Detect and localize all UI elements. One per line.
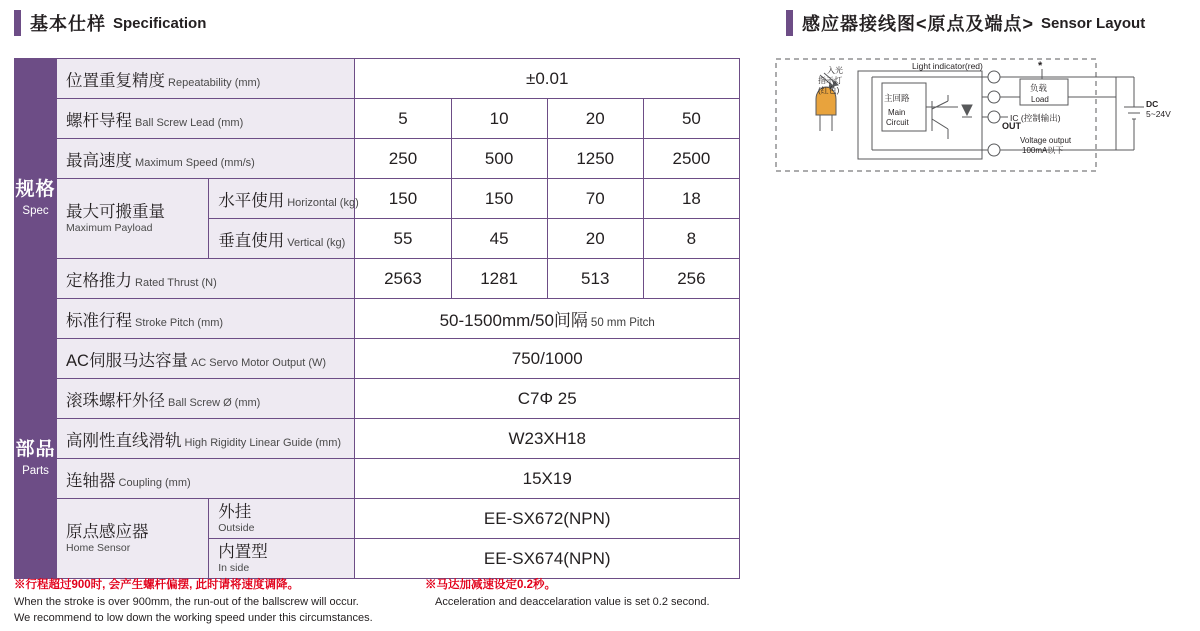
row-value-repeatability: ±0.01 [355,59,740,99]
row-label-payload-horizontal-cn: 水平使用 [218,191,285,210]
row-label-stroke-pitch-cn: 标准行程 [66,311,133,330]
table-row [15,299,740,339]
row-value-rated-thrust-1: 2563 [355,259,451,299]
light-indicator-en: Light indicator(red) [912,61,983,71]
row-label-home-sensor-outside-cn: 外挂 [218,502,252,521]
dc-label: DC [1146,99,1159,109]
row-label-ball-screw-dia-cn: 滚珠螺杆外径 [66,391,166,410]
footnote-right [425,577,755,611]
row-value-payload-vertical-4: 8 [643,219,739,259]
side-header-parts [15,339,57,579]
sensor-header-accent-bar [786,10,793,36]
side-header-parts-cn: 部品 [15,438,56,460]
row-label-stroke-pitch-en: Stroke Pitch (mm) [135,316,224,329]
row-label-repeatability-en: Repeatability (mm) [168,76,261,89]
footnote-left [14,577,414,627]
footnote-left-warning: ※行程超过900时, 会产生螺杆偏摆, 此时请将速度调降。 [14,579,299,591]
row-label-max-speed-cn: 最高速度 [66,151,133,170]
row-label-home-sensor-en: Home Sensor [66,541,131,554]
table-row [15,459,740,499]
row-label-max-speed-en: Maximum Speed (mm/s) [135,156,255,169]
side-header-parts-en: Parts [22,465,49,478]
row-label-payload-horizontal [209,179,359,219]
row-label-ball-screw-dia [57,379,355,419]
row-label-motor-output-en: AC Servo Motor Output (W) [190,356,327,369]
row-value-home-sensor-inside: EE-SX674(NPN) [355,539,740,579]
row-value-stroke-pitch-sub: 50 mm Pitch [590,317,655,329]
row-value-motor-output: 750/1000 [355,339,740,379]
row-label-payload-horizontal-en: Horizontal (kg) [287,196,359,209]
row-value-linear-guide: W23XH18 [355,419,740,459]
row-label-coupling [57,459,355,499]
row-label-home-sensor-inside-cn: 内置型 [218,542,268,561]
row-value-payload-vertical-2: 45 [451,219,547,259]
row-label-coupling-cn: 连轴器 [66,471,116,490]
table-row [15,59,740,99]
row-value-max-speed-2: 500 [451,139,547,179]
row-value-rated-thrust-4: 256 [643,259,739,299]
ic-output-label: IC (控制输出) [1010,113,1061,123]
row-label-ball-screw-lead [57,99,355,139]
row-value-ball-screw-dia: C7Φ 25 [355,379,740,419]
table-row [15,259,740,299]
row-label-payload-vertical-cn: 垂直使用 [218,231,285,250]
row-label-linear-guide [57,419,355,459]
footnote-right-line1: Acceleration and deaccelaration value is set 0.2 second. [435,595,710,608]
side-header-spec-cn: 规格 [15,178,56,200]
side-header-spec [15,59,57,339]
row-value-ball-screw-lead-3: 20 [547,99,643,139]
sensor-wiring-diagram [772,55,1188,177]
row-label-payload-vertical [209,219,355,259]
table-row [15,99,740,139]
row-label-max-speed [57,139,355,179]
row-label-motor-output [57,339,355,379]
row-label-max-payload [57,179,209,259]
row-value-ball-screw-lead-1: 5 [355,99,451,139]
row-label-rated-thrust [57,259,355,299]
row-label-home-sensor-cn: 原点感应器 [66,522,149,541]
row-label-repeatability-cn: 位置重复精度 [66,71,166,90]
row-label-stroke-pitch [57,299,355,339]
terminal-out-label: OUT [1002,121,1021,131]
row-value-payload-vertical-3: 20 [547,219,643,259]
row-value-payload-horizontal-4: 18 [643,179,739,219]
load-cn: 负载 [1030,83,1048,93]
row-label-coupling-en: Coupling (mm) [118,476,191,489]
row-label-home-sensor-inside-en: In side [218,561,250,574]
row-value-ball-screw-lead-2: 10 [451,99,547,139]
row-label-ball-screw-lead-cn: 螺杆导程 [66,111,133,130]
spec-section-header [14,10,206,36]
row-label-repeatability [57,59,355,99]
row-value-stroke-pitch-main: 50-1500mm/50间隔 [439,311,588,330]
asterisk-marker: * [1038,60,1043,72]
light-indicator-cn-3: (红色) [818,86,840,95]
row-label-rated-thrust-en: Rated Thrust (N) [135,276,217,289]
main-circuit-en1: Main [888,108,906,117]
row-value-ball-screw-lead-4: 50 [643,99,739,139]
row-value-payload-horizontal-3: 70 [547,179,643,219]
table-row [15,419,740,459]
table-row [15,499,740,539]
row-label-max-payload-cn: 最大可搬重量 [66,202,166,221]
voltage-output-limit: 100mA以下 [1022,146,1064,155]
row-value-rated-thrust-2: 1281 [451,259,547,299]
footnote-left-line1: When the stroke is over 900mm, the run-out of the ballscrew will occur. [14,595,359,608]
sensor-section-header [786,10,1145,36]
row-value-max-speed-1: 250 [355,139,451,179]
row-label-ball-screw-dia-en: Ball Screw Ø (mm) [168,396,261,409]
table-row [15,379,740,419]
row-label-linear-guide-en: High Rigidity Linear Guide (mm) [184,436,342,449]
main-circuit-cn: 主回路 [884,93,910,103]
spec-header-title-cn: 基本仕样 [30,14,106,34]
row-value-max-speed-4: 2500 [643,139,739,179]
footnote-left-line2: We recommend to low down the working speed under this circumstances. [14,611,373,624]
light-indicator-cn-2: 指示灯 [818,76,842,85]
row-value-coupling: 15X19 [355,459,740,499]
row-label-home-sensor-inside [209,539,355,579]
row-label-max-payload-en: Maximum Payload [66,221,153,234]
row-value-max-speed-3: 1250 [547,139,643,179]
row-label-linear-guide-cn: 高刚性直线滑轨 [66,431,182,450]
spec-header-title-en: Specification [113,14,207,32]
row-value-stroke-pitch [355,299,740,339]
main-circuit-en2: Circuit [886,118,909,127]
sensor-header-title-en: Sensor Layout [1041,14,1146,32]
row-value-home-sensor-outside: EE-SX672(NPN) [355,499,740,539]
side-header-spec-en: Spec [22,205,49,218]
dc-range: 5~24V [1146,109,1171,119]
row-label-payload-vertical-en: Vertical (kg) [287,236,346,249]
row-label-home-sensor-outside-en: Outside [218,521,255,534]
sensor-header-title-cn: 感应器接线图<原点及端点> [802,14,1035,34]
row-label-home-sensor [57,499,209,579]
row-value-payload-horizontal-1: 150 [355,179,451,219]
row-label-motor-output-cn: AC伺服马达容量 [66,351,188,370]
row-value-rated-thrust-3: 513 [547,259,643,299]
row-label-rated-thrust-cn: 定格推力 [66,271,133,290]
specification-table [14,58,740,579]
footnote-right-warning: ※马达加减速设定0.2秒。 [425,579,556,591]
load-en: Load [1031,95,1049,104]
row-value-payload-vertical-1: 55 [355,219,451,259]
spec-header-accent-bar [14,10,21,36]
row-label-ball-screw-lead-en: Ball Screw Lead (mm) [135,116,244,129]
table-row [15,179,740,219]
voltage-output-en: Voltage output [1020,136,1072,145]
light-indicator-cn-1: 入光 [827,66,843,75]
row-label-home-sensor-outside [209,499,355,539]
table-row [15,139,740,179]
row-value-payload-horizontal-2: 150 [451,179,547,219]
table-row [15,339,740,379]
